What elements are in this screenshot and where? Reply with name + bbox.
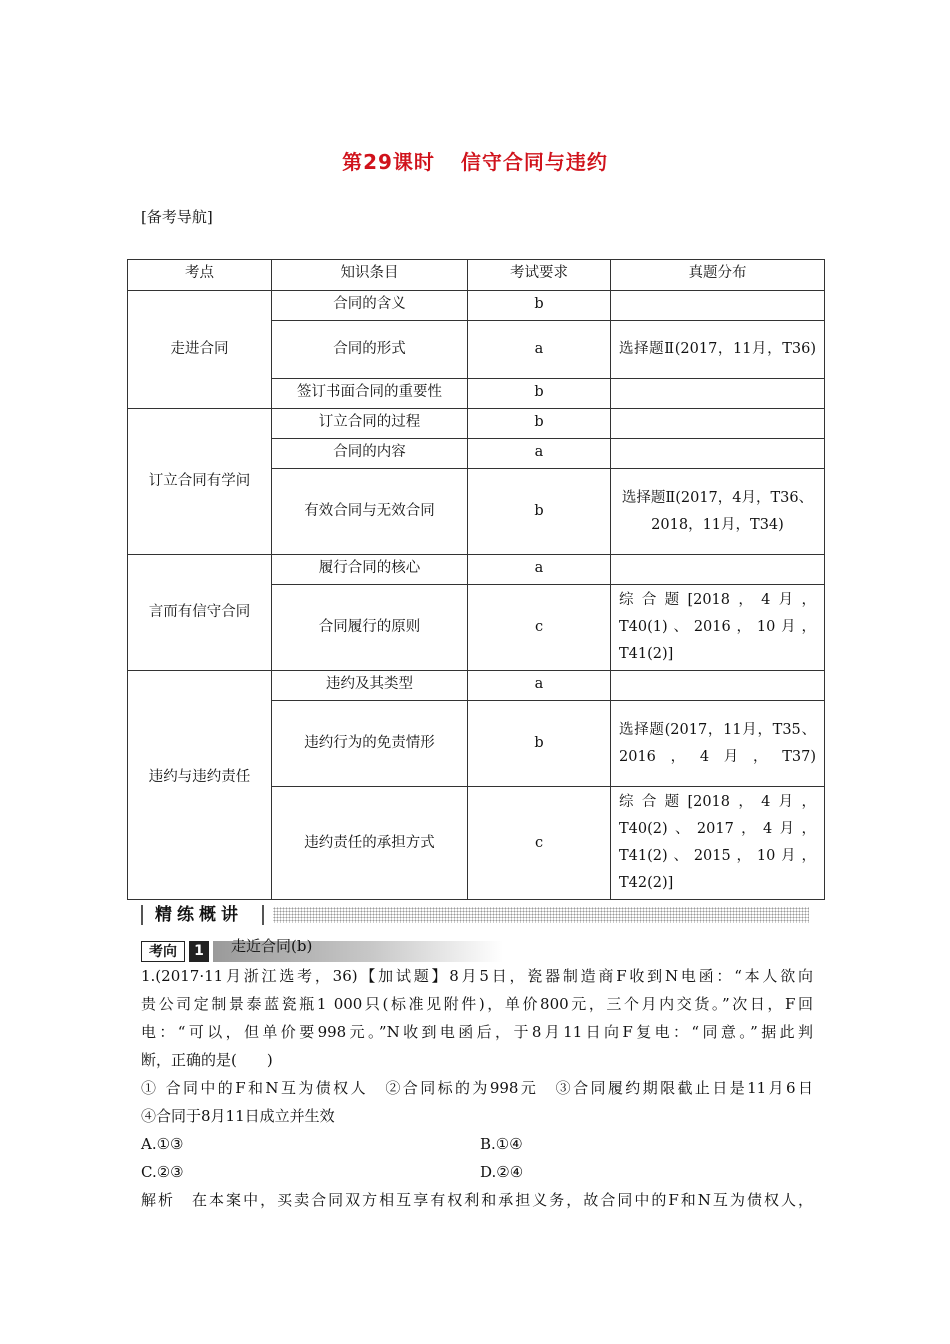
req-cell: a [468, 555, 611, 585]
item-cell: 签订书面合同的重要性 [272, 379, 468, 409]
req-cell: c [468, 585, 611, 671]
dist-cell [611, 379, 825, 409]
analysis-line: 解析 在本案中，买卖合同双方相互享有权利和承担义务，故合同中的F和N互为债权人， [141, 1191, 813, 1209]
option-c: C.②③ [141, 1163, 184, 1181]
item-cell: 有效合同与无效合同 [272, 469, 468, 555]
statements-line: ① 合同中的F和N互为债权人 ②合同标的为998元 ③合同履约期限截止日是11月6日 [141, 1079, 813, 1097]
question-line: 1.(2017·11月浙江选考，36)【加试题】8月5日，瓷器制造商F收到N电函：“本人欲向 [141, 967, 813, 985]
item-cell: 订立合同的过程 [272, 409, 468, 439]
topic-cell: 言而有信守合同 [128, 555, 272, 671]
topic-cell: 订立合同有学问 [128, 409, 272, 555]
question-line: 断，正确的是( ) [141, 1051, 273, 1069]
dotted-pattern [273, 907, 809, 923]
table-row [128, 291, 825, 321]
page-title: 第29课时 信守合同与违约 [342, 150, 608, 174]
item-cell: 违约及其类型 [272, 671, 468, 701]
item-cell: 违约行为的免责情形 [272, 701, 468, 787]
section-label: 精练概讲 [155, 905, 243, 925]
req-cell: b [468, 701, 611, 787]
option-b: B.①④ [480, 1135, 523, 1153]
req-cell: c [468, 787, 611, 900]
req-cell: b [468, 379, 611, 409]
header-item: 知识条目 [272, 260, 468, 291]
dist-cell [611, 409, 825, 439]
header-topic: 考点 [128, 260, 272, 291]
item-cell: 合同的形式 [272, 321, 468, 379]
kaoxiang-number: 1 [189, 941, 209, 962]
item-cell: 违约责任的承担方式 [272, 787, 468, 900]
topic-cell: 走进合同 [128, 291, 272, 409]
dist-cell: 综合题[2018，4月，T40(2)、2017，4月，T41(2)、2015，10月，T42(2)] [611, 787, 825, 900]
topic-cell: 违约与违约责任 [128, 671, 272, 900]
option-d: D.②④ [480, 1163, 524, 1181]
req-cell: a [468, 671, 611, 701]
kaoxiang-topic: 走近合同(b) [231, 937, 313, 955]
dist-cell: 综合题[2018，4月，T40(1)、2016，10月，T41(2)] [611, 585, 825, 671]
dist-cell [611, 439, 825, 469]
option-a: A.①③ [141, 1135, 184, 1153]
req-cell: b [468, 409, 611, 439]
req-cell: b [468, 291, 611, 321]
question-stem [141, 962, 813, 1130]
question-line: 电：“可以，但单价要998元。”N收到电函后，于8月11日向F复电：“同意。”据此判 [141, 1023, 813, 1041]
dist-cell [611, 291, 825, 321]
dist-cell [611, 671, 825, 701]
exam-guide-table [127, 259, 825, 900]
nav-label: [备考导航] [141, 208, 213, 226]
question-line: 贵公司定制景泰蓝瓷瓶1 000只(标准见附件)，单价800元，三个月内交货。”次日，F回 [141, 995, 813, 1013]
kaoxiang-header [141, 937, 501, 963]
section-divider [262, 905, 264, 925]
table-row [128, 555, 825, 585]
table-row [128, 671, 825, 701]
req-cell: a [468, 439, 611, 469]
dist-cell: 选择题(2017，11月，T35、2016，4月，T37) [611, 701, 825, 787]
header-req: 考试要求 [468, 260, 611, 291]
dist-cell [611, 555, 825, 585]
dist-cell: 选择题Ⅱ(2017，4月，T36、2018，11月，T34) [611, 469, 825, 555]
item-cell: 合同的内容 [272, 439, 468, 469]
req-cell: b [468, 469, 611, 555]
table-row [128, 409, 825, 439]
section-header-bar [141, 903, 809, 927]
item-cell: 合同履行的原则 [272, 585, 468, 671]
statements-line: ④合同于8月11日成立并生效 [141, 1107, 335, 1125]
analysis-text [141, 1186, 813, 1214]
kaoxiang-label: 考向 [141, 941, 185, 962]
req-cell: a [468, 321, 611, 379]
item-cell: 履行合同的核心 [272, 555, 468, 585]
item-cell: 合同的含义 [272, 291, 468, 321]
section-divider [141, 905, 143, 925]
header-dist: 真题分布 [611, 260, 825, 291]
table-header-row [128, 260, 825, 291]
dist-cell: 选择题Ⅱ(2017，11月，T36) [611, 321, 825, 379]
